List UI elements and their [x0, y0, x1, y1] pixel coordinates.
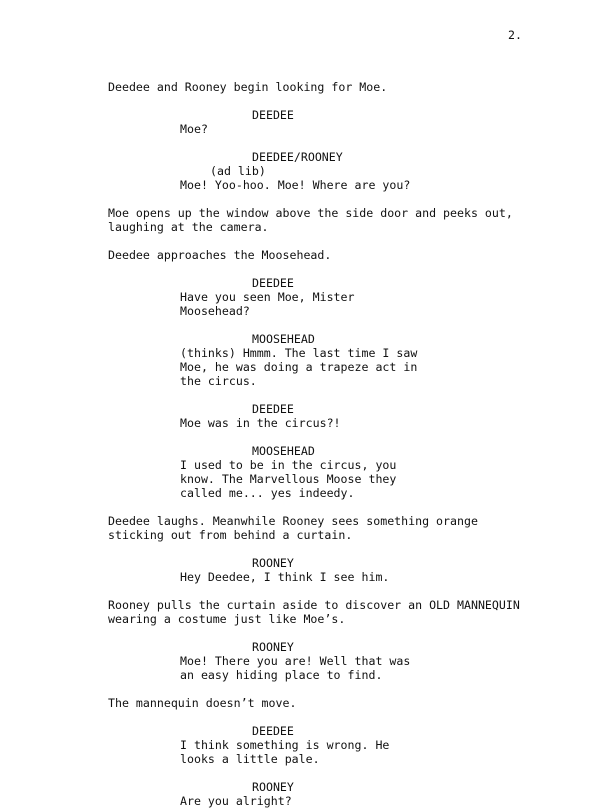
blank-line	[108, 318, 588, 332]
dialogue-line: Moe was in the circus?!	[180, 416, 341, 430]
blank-line	[108, 710, 588, 724]
screenplay-body	[108, 80, 588, 808]
blank-line	[108, 766, 588, 780]
parenthetical-line: (ad lib)	[210, 164, 266, 178]
dialogue-line: the circus.	[180, 374, 257, 388]
dialogue-line: I used to be in the circus, you	[180, 458, 397, 472]
blank-line	[108, 542, 588, 556]
dialogue-line: Are you alright?	[180, 794, 292, 808]
character-line: DEEDEE	[252, 276, 294, 290]
blank-line	[108, 430, 588, 444]
dialogue-line: Moe?	[180, 122, 208, 136]
blank-line	[108, 192, 588, 206]
character-line: DEEDEE	[252, 108, 294, 122]
character-line: MOOSEHEAD	[252, 444, 315, 458]
dialogue-line: Moe! Yoo-hoo. Moe! Where are you?	[180, 178, 411, 192]
dialogue-line: called me... yes indeedy.	[180, 486, 355, 500]
blank-line	[108, 234, 588, 248]
blank-line	[108, 388, 588, 402]
action-line: wearing a costume just like Moe’s.	[108, 612, 346, 626]
action-line: Moe opens up the window above the side door and peeks out,	[108, 206, 513, 220]
character-line: MOOSEHEAD	[252, 332, 315, 346]
blank-line	[108, 94, 588, 108]
blank-line	[108, 626, 588, 640]
dialogue-line: Moosehead?	[180, 304, 250, 318]
dialogue-line: Hey Deedee, I think I see him.	[180, 570, 390, 584]
character-line: DEEDEE	[252, 402, 294, 416]
action-line: laughing at the camera.	[108, 220, 269, 234]
character-line: ROONEY	[252, 780, 294, 794]
blank-line	[108, 136, 588, 150]
page-number: 2.	[508, 28, 522, 42]
dialogue-line: (thinks) Hmmm. The last time I saw	[180, 346, 418, 360]
blank-line	[108, 262, 588, 276]
dialogue-line: Moe! There you are! Well that was	[180, 654, 411, 668]
dialogue-line: an easy hiding place to find.	[180, 668, 383, 682]
blank-line	[108, 584, 588, 598]
action-line: Rooney pulls the curtain aside to discover an OLD MANNEQUIN	[108, 598, 520, 612]
dialogue-line: know. The Marvellous Moose they	[180, 472, 397, 486]
character-line: ROONEY	[252, 640, 294, 654]
dialogue-line: Have you seen Moe, Mister	[180, 290, 355, 304]
dialogue-line: Moe, he was doing a trapeze act in	[180, 360, 418, 374]
blank-line	[108, 500, 588, 514]
action-line: Deedee approaches the Moosehead.	[108, 248, 332, 262]
action-line: Deedee laughs. Meanwhile Rooney sees something orange	[108, 514, 478, 528]
blank-line	[108, 682, 588, 696]
action-line: The mannequin doesn’t move.	[108, 696, 297, 710]
action-line: sticking out from behind a curtain.	[108, 528, 353, 542]
dialogue-line: I think something is wrong. He	[180, 738, 390, 752]
character-line: DEEDEE/ROONEY	[252, 150, 343, 164]
character-line: ROONEY	[252, 556, 294, 570]
dialogue-line: looks a little pale.	[180, 752, 320, 766]
character-line: DEEDEE	[252, 724, 294, 738]
action-line: Deedee and Rooney begin looking for Moe.	[108, 80, 388, 94]
